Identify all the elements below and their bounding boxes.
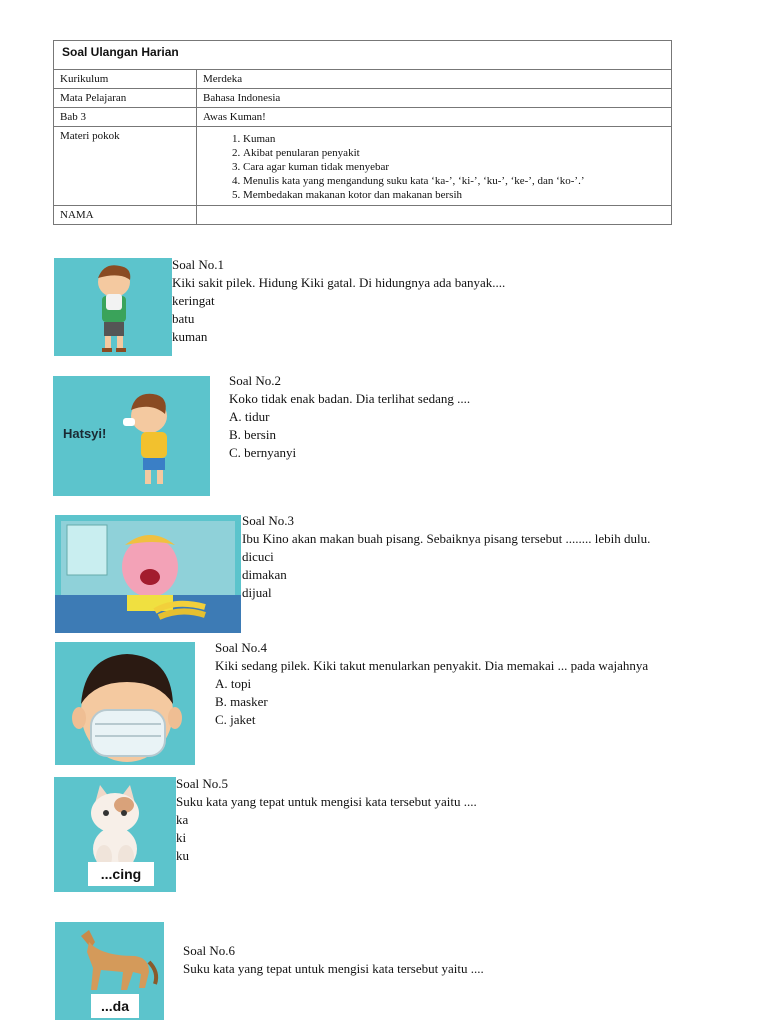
question-6: [183, 942, 484, 978]
materi-item: 4. Menulis kata yang mengandung suku kata ‘ka-’, ‘ki-’, ‘ku-’, ‘ke-’, dan ‘ko-’.’: [243, 174, 665, 188]
option[interactable]: B. bersin: [229, 427, 276, 442]
materi-item: 1. Kuman: [243, 132, 665, 146]
row-label: Kurikulum: [54, 70, 197, 89]
question-text: Kiki sakit pilek. Hidung Kiki gatal. Di hidungnya ada banyak....: [172, 275, 506, 290]
question-number: Soal No.6: [183, 943, 235, 958]
option[interactable]: C. bernyanyi: [229, 445, 297, 460]
q5-word-label: ...cing: [88, 862, 154, 886]
nama-label: NAMA: [54, 206, 197, 225]
option[interactable]: ki: [176, 830, 187, 845]
header-table: [53, 40, 672, 225]
option[interactable]: dicuci: [242, 549, 274, 564]
question-text: Kiki sedang pilek. Kiki takut menularkan penyakit. Dia memakai ... pada wajahnya: [215, 658, 649, 673]
q2-illustration: [53, 376, 210, 496]
option[interactable]: B. masker: [215, 694, 268, 709]
q5-illustration: [54, 777, 176, 892]
question-4: [215, 639, 648, 729]
row-label: Mata Pelajaran: [54, 89, 197, 108]
question-3: [242, 512, 650, 602]
sneeze-label: Hatsyi!: [63, 426, 107, 441]
question-1: [172, 256, 505, 346]
question-number: Soal No.3: [242, 513, 294, 528]
option[interactable]: kuman: [172, 329, 208, 344]
question-2: [229, 372, 470, 462]
option[interactable]: C. jaket: [215, 712, 256, 727]
question-text: Suku kata yang tepat untuk mengisi kata tersebut yaitu ....: [183, 961, 484, 976]
question-text: Ibu Kino akan makan buah pisang. Sebaiknya pisang tersebut ........ lebih dulu.: [242, 531, 651, 546]
materi-list: [203, 132, 665, 202]
option[interactable]: dijual: [242, 585, 272, 600]
materi-item: 5. Membedakan makanan kotor dan makanan bersih: [243, 188, 665, 202]
option[interactable]: batu: [172, 311, 195, 326]
row-value: Bahasa Indonesia: [197, 89, 672, 108]
row-label: Bab 3: [54, 108, 197, 127]
question-number: Soal No.1: [172, 257, 224, 272]
nama-field[interactable]: [197, 206, 672, 225]
option[interactable]: dimakan: [242, 567, 287, 582]
question-5: [176, 775, 477, 865]
option[interactable]: keringat: [172, 293, 215, 308]
q4-illustration: [55, 642, 195, 765]
option[interactable]: A. tidur: [229, 409, 270, 424]
header-title: Soal Ulangan Harian: [54, 41, 672, 70]
question-number: Soal No.5: [176, 776, 228, 791]
question-number: Soal No.2: [229, 373, 281, 388]
question-number: Soal No.4: [215, 640, 267, 655]
option[interactable]: ka: [176, 812, 189, 827]
materi-item: 2. Akibat penularan penyakit: [243, 146, 665, 160]
materi-label: Materi pokok: [54, 127, 197, 206]
q6-word-label: ...da: [91, 994, 139, 1018]
q1-illustration: [54, 258, 172, 356]
materi-list-cell: [197, 127, 672, 206]
question-text: Suku kata yang tepat untuk mengisi kata tersebut yaitu ....: [176, 794, 477, 809]
q6-illustration: [55, 922, 164, 1020]
row-value: Awas Kuman!: [197, 108, 672, 127]
materi-item: 3. Cara agar kuman tidak menyebar: [243, 160, 665, 174]
option[interactable]: ku: [176, 848, 189, 863]
question-text: Koko tidak enak badan. Dia terlihat sedang ....: [229, 391, 471, 406]
row-value: Merdeka: [197, 70, 672, 89]
option[interactable]: A. topi: [215, 676, 252, 691]
q3-illustration: [55, 515, 241, 633]
